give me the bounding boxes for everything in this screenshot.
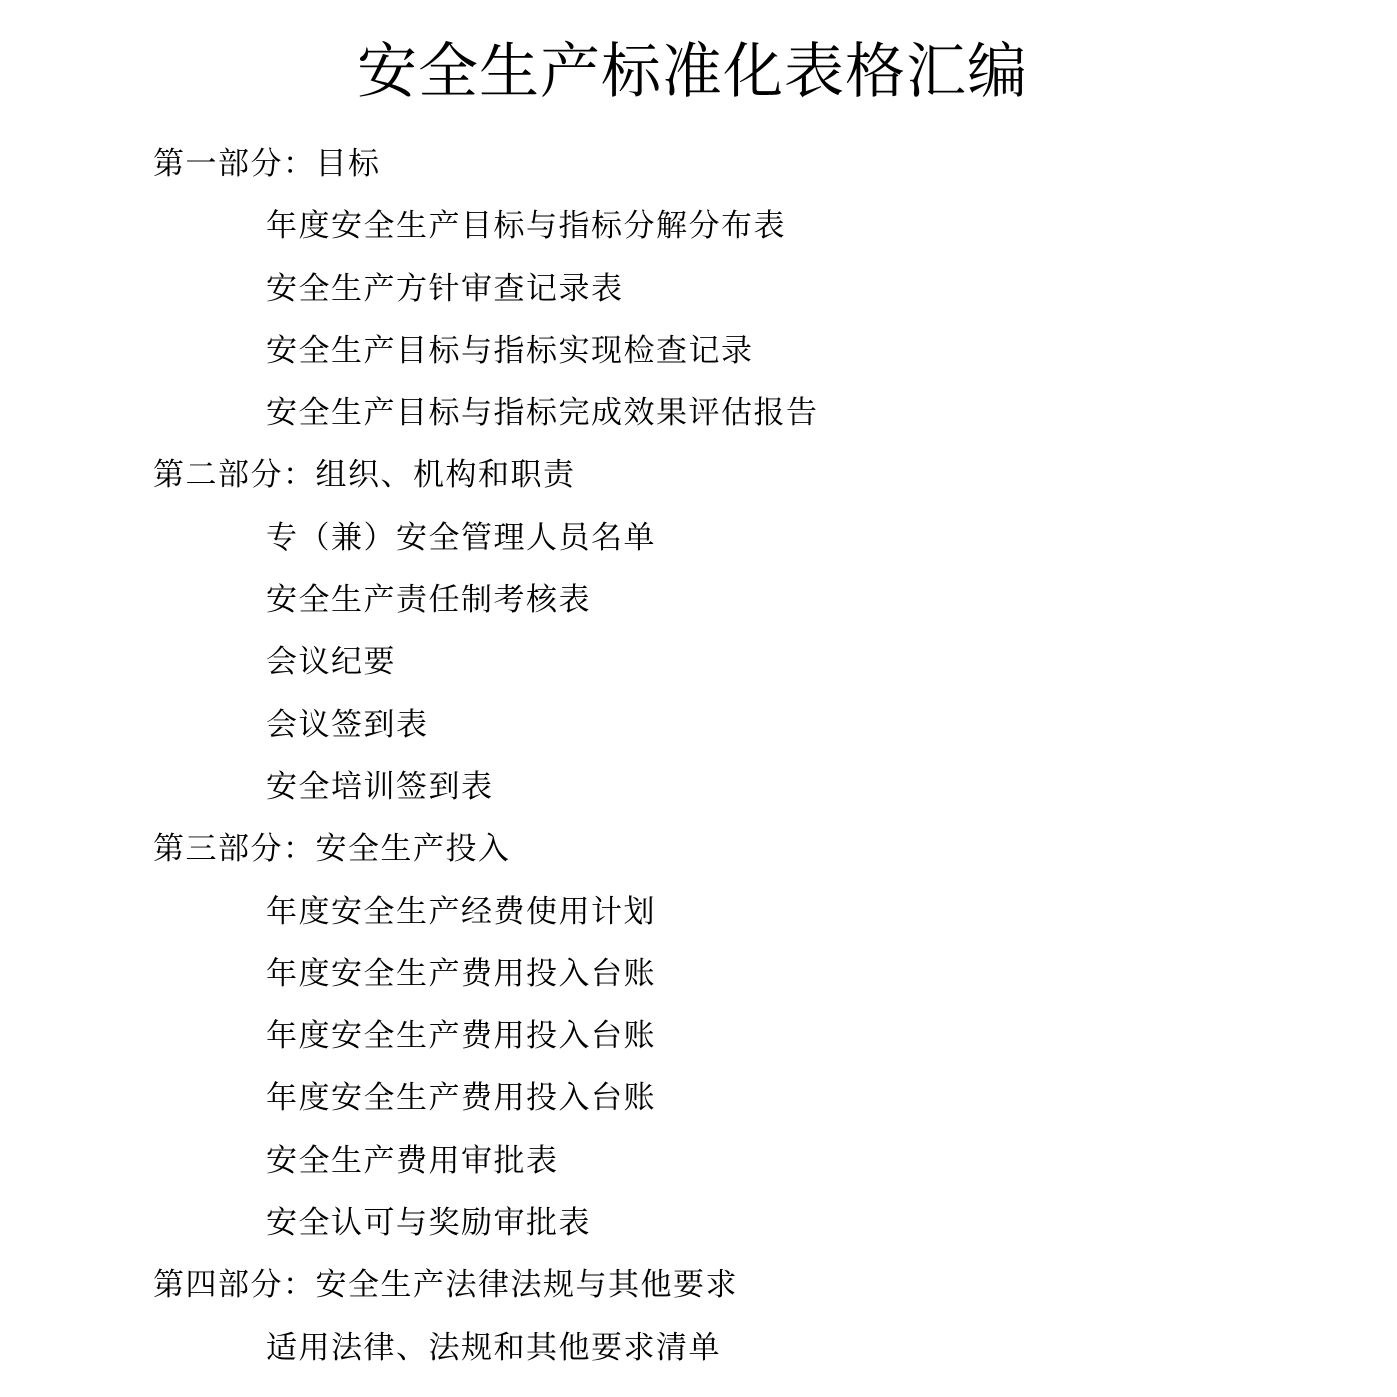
toc-item: [0, 631, 1397, 693]
toc-line-text: 第二部分：组织、机构和职责: [153, 457, 576, 494]
toc-line-text: 年度安全生产经费使用计划: [266, 893, 656, 930]
toc-line-text: 第四部分：安全生产法律法规与其他要求: [153, 1267, 738, 1304]
toc-line-text: 年度安全生产费用投入台账: [266, 955, 656, 992]
toc-item: [0, 258, 1397, 320]
toc-item: [0, 756, 1397, 818]
toc-item: [0, 569, 1397, 631]
toc-line-text: 第三部分：安全生产投入: [153, 831, 511, 868]
toc-line-text: 安全培训签到表: [266, 768, 494, 805]
toc-item: [0, 1130, 1397, 1192]
toc-line-text: 安全生产责任制考核表: [266, 582, 591, 619]
table-of-contents: [0, 133, 1397, 1379]
toc-part-heading: [0, 133, 1397, 195]
toc-line-text: 年度安全生产费用投入台账: [266, 1018, 656, 1055]
toc-line-text: 安全认可与奖励审批表: [266, 1205, 591, 1242]
toc-line-text: 会议纪要: [266, 644, 396, 681]
toc-line-text: 会议签到表: [266, 706, 429, 743]
toc-line-text: 年度安全生产目标与指标分解分布表: [266, 208, 786, 245]
toc-item: [0, 694, 1397, 756]
toc-item: [0, 195, 1397, 257]
toc-item: [0, 1005, 1397, 1067]
toc-part-heading: [0, 444, 1397, 506]
toc-item: [0, 507, 1397, 569]
toc-line-text: 第一部分：目标: [153, 146, 381, 182]
document-title: 安全生产标准化表格汇编: [357, 37, 1028, 107]
toc-item: [0, 1067, 1397, 1129]
toc-item: [0, 943, 1397, 1005]
toc-item: [0, 1192, 1397, 1254]
toc-line-text: 适用法律、法规和其他要求清单: [266, 1329, 721, 1366]
toc-line-text: 安全生产方针审查记录表: [266, 270, 624, 307]
toc-line-text: 安全生产目标与指标实现检查记录: [266, 332, 754, 369]
toc-item: [0, 320, 1397, 382]
toc-part-heading: [0, 818, 1397, 880]
toc-line-text: 安全生产费用审批表: [266, 1142, 559, 1179]
toc-line-text: 专（兼）安全管理人员名单: [266, 519, 656, 556]
toc-item: [0, 1317, 1397, 1379]
toc-line-text: 年度安全生产费用投入台账: [266, 1080, 656, 1117]
toc-line-text: 安全生产目标与指标完成效果评估报告: [266, 395, 819, 432]
toc-part-heading: [0, 1254, 1397, 1316]
toc-item: [0, 881, 1397, 943]
toc-item: [0, 382, 1397, 444]
